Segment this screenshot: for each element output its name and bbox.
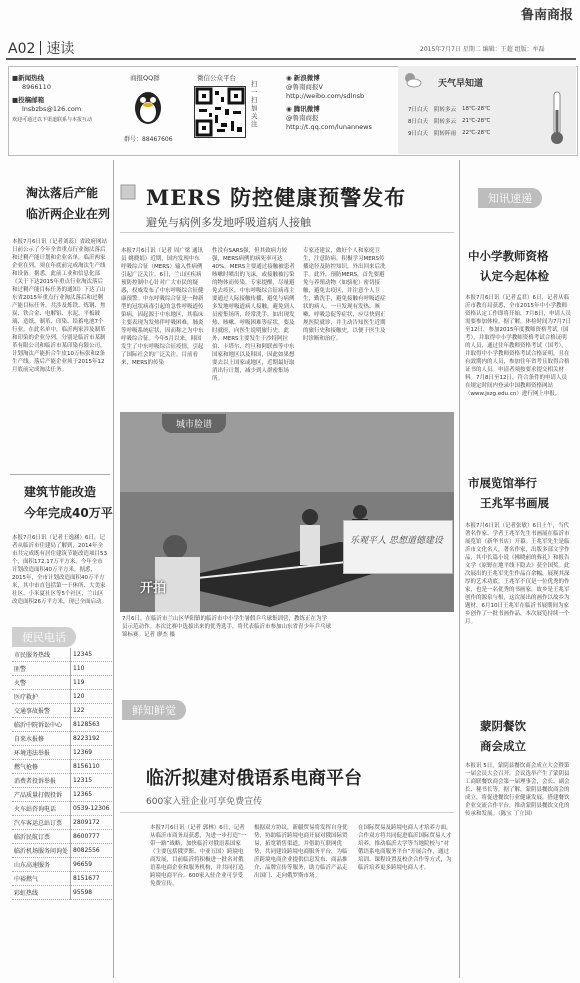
left-story2-title2: 今年完成40万平 [24, 506, 113, 520]
weather-condition: 阴转多云 [434, 107, 457, 113]
section-name: 速读 [46, 41, 75, 57]
hotline-row [12, 690, 112, 704]
tencent-weibo-icon: ◉ [286, 105, 292, 113]
fresh-tag: 鲜知鲜觉 [122, 700, 186, 720]
sun-cloud-icon [402, 70, 422, 90]
mers-col1: 本报7月6日讯（记者 周广梁 通讯员 姚晓娟）近期，国内发现中东呼吸综合征（MERS）输入性病例引起广泛关注。6日，兰山区疾病预防控制中心针对广大市民的疑惑，权威发布了中东呼吸综合征健康预警。中东呼吸综合征是一种新型的冠状病毒引起的急性呼吸道传染病，因起源于中东地区，其临床主要表现为发热伴呼吸困难，肺炎等呼吸系统症状，因而称之为中东呼吸综合征。今年5月以来，韩国发生了中东呼吸综合征疫情，引起了国际社会的广泛关注。目前看来，MERS的传染 [121, 248, 204, 366]
section-number: A02 [8, 41, 36, 57]
mers-col2: 性没有SARS强，但其致病力较强，MERS病例的病死率可达40%。MERS主要通过接触被患者咳嗽时喷出的飞沫，或接触被污染的物体而传染。专家提醒，尽量避免去疫区，中东呼吸综合征病毒主要通过人际接触传播，避免与病例多发地呼吸道病人接触，避免到人员密集场所，经常洗手。如出现发热、咳嗽、呼吸困难等症状，要及时就医，向医生说明旅行史。此外，MERS主要发生于沙特阿拉伯、卡塔尔、约旦和阿联酋等中东国家和地区以及韩国，因此如果想要去以上国家或地区，近期最好取消出行计划，减少到人群密集场所。 [212, 248, 295, 382]
hotline-row [12, 872, 112, 886]
hotline-table-wrap [12, 648, 110, 900]
mers-subtitle: 避免与病例多发地呼吸道病人接触 [146, 216, 311, 229]
hotline-number: 0539-12306 [71, 802, 112, 816]
hotline-row [12, 802, 112, 816]
ecommerce-title: 临沂拟建对俄语系电商平台 [146, 768, 362, 789]
slogan-panel [343, 520, 453, 574]
qq-penguin-icon [128, 86, 168, 126]
right-story3-body: 本报讯 5日，蒙阴县餐饮商会成立大会暨第一届会员大会召开，会议选举产生了蒙阴县工商联餐饮商会第一届理事会，会长、副会长、秘书长等。据了解，蒙阴县餐饮商会的成立，将促进餐饮行业健康发展，搭建餐饮企业交流合作平台，推动蒙阴县餐饮文化的传承和发展。（陈宝 丁立国） [465, 763, 570, 817]
hotline-row [12, 886, 112, 900]
hotline-name: 医疗救护 [12, 690, 71, 704]
hotline-name: 自来水报修 [12, 732, 71, 746]
hotline-number: 8151677 [71, 872, 112, 886]
email-note: 欢迎可通过以下渠道联系与本报互动 [12, 117, 93, 123]
hotline-row [12, 858, 112, 872]
hotline-number: 8223192 [71, 732, 112, 746]
hotline-number: 122 [71, 704, 112, 718]
ecommerce-subtitle: 600家入驻企业可享免费宣传 [146, 797, 263, 807]
thermometer-icon [550, 90, 564, 146]
weather-temp: 18℃-28℃ [462, 106, 491, 112]
hotline-row [12, 760, 112, 774]
wechat-qr-code [194, 86, 246, 138]
header-rule [6, 58, 576, 60]
mers-bullet-icon [120, 184, 136, 200]
section-header [8, 38, 74, 58]
hotline-tag: 便民电话 [12, 627, 76, 647]
column-rule-left [113, 160, 114, 978]
table-tennis-photo [120, 412, 454, 612]
hotline-row [12, 830, 112, 844]
hotline-row [12, 662, 112, 676]
hotline-number: 96659 [71, 858, 112, 872]
hotline-number: 12369 [71, 746, 112, 760]
hotline-row [12, 788, 112, 802]
email-address: lnsbzbs@126.com [22, 105, 82, 113]
hotline-number: 95598 [71, 886, 112, 900]
email-label: ■投稿邮箱 [12, 96, 45, 104]
right-story1-title1: 中小学教师资格 [468, 249, 549, 263]
left-story1-body: 本报7月6日讯（记者刘蕊）省政府网站日前公示了今年全省重点行业淘汰落后和过剩产能计划和企业名单，临沂两家企业在列，须在年底前完成淘汰生产线和设备。据悉，此前工业和信息化部《关于下达2015年重点行业淘汰落后和过剩产能目标任务的通知》下达了山东省2015年重点行业淘汰落后和过剩产能目标任务，共涉及炼铁、炼钢、焦炭、铁合金、电解铝、水泥、平板玻璃、造纸、制革、印染、铅蓄电池7个行业。在此名单中，临沂两家涉及制革和印染的企业分列，分别是临沂市某制革有限公司和临沂市某印染有限公司，计划淘汰产能折合牛皮10万标张和2条生产线。落后产能企业须于2015年12月底前完成淘汰任务。 [12, 239, 107, 373]
hotline-row [12, 718, 112, 732]
sina-weibo-handle: @鲁南商报V [286, 83, 323, 91]
tencent-weibo-label: 腾讯微博 [293, 105, 320, 113]
tencent-weibo-url[interactable]: http://t.qq.com/lunannews [286, 123, 372, 131]
hotline-name: 临沂中院诉讼中心 [12, 718, 71, 732]
hotline-name: 消费者投诉举报 [12, 774, 71, 788]
ecommerce-col2: 根据双方协议，新疆贸易将发挥自身优势，协助临沂跨境电商开展对俄国际贸易，拓宽销售渠道，并借助互联网优势，共同建设跨境电商服务平台，为临沂跨境电商企业提供信息发布、商品推介、品牌宣传等服务，助力临沂产品走出国门、走向俄罗斯市场。 [254, 825, 348, 879]
right-story2-title1: 市展览馆举行 [468, 476, 537, 490]
weather-table [404, 102, 494, 140]
hotline-row [12, 704, 112, 718]
column-rule-right [459, 160, 460, 978]
weather-day: 9日白天 [408, 131, 428, 137]
hotline-row [12, 648, 112, 662]
hotline-name: 火警 [12, 676, 71, 690]
left-story1-title2: 临沂两企业在列 [26, 207, 111, 221]
weather-condition: 阴转多云 [434, 119, 457, 125]
hotline-number: 8128563 [71, 718, 112, 732]
hotline-row [12, 676, 112, 690]
hotline-number: 12345 [71, 648, 112, 662]
ecommerce-rule [120, 812, 454, 813]
weather-day: 8日白天 [408, 119, 428, 125]
weather-row [406, 104, 492, 114]
photo-section-tag: 城市脸谱 [162, 414, 226, 433]
mers-title: MERS 防控健康预警发布 [146, 185, 407, 210]
sina-weibo-icon: ◉ [286, 74, 292, 82]
news-brief-tag: 知讯速递 [478, 188, 542, 208]
slogan-text: 乐观平人 思想道德建设 [350, 536, 443, 546]
hotline-row [12, 844, 112, 858]
mers-col3: 专家还建议，做好个人和家庭卫生，注意防病。积极学习MERS传播途径及防控知识，外出回来后洗手。此外，预防MERS，首先要避免与养殖动物（如骆驼）密切接触，避免去疫区，并注意个人卫生，勤洗手，避免接触有呼吸道症状的病人。一旦发现有发热、咳嗽、呼吸急促等症状，应尽快到正规医院就诊，并主动告知医生近期的旅行史和接触史，以便于医生及时诊断和治疗。 [303, 248, 386, 342]
hotline-name: 临沂民航订票 [12, 830, 71, 844]
wechat-scan-prompt: 扫一扫 加关注 [251, 80, 258, 128]
hotline-name: 临沂机场服务问询处 [12, 844, 71, 858]
hotline-row [12, 816, 112, 830]
hotline-number: 8082556 [71, 844, 112, 858]
hotline-row [12, 774, 112, 788]
weibo-block [286, 74, 396, 132]
ecommerce-col3: 在国际贸易及跨境电商人才培养方面，合作双方将共同促进临沂国际贸易人才培养，推动临沂大学等当地院校与“对俄语系电商服务平台”开展合作，通过培训、课程设置及校企合作等方式，为临沂培养更多跨境电商人才。 [358, 825, 452, 871]
sina-weibo-label: 新浪微博 [293, 74, 320, 82]
news-hotline-label: ■新闻热线 [12, 74, 45, 82]
hotline-row [12, 732, 112, 746]
hotline-number: 120 [71, 690, 112, 704]
hotline-name: 环境违法举报 [12, 746, 71, 760]
dateline: 2015年7月7日 星期二 编辑：王超 组版：牟磊 [420, 46, 545, 53]
divider [10, 474, 110, 475]
sina-weibo-url[interactable]: http://weibo.com/sdlnsb [286, 92, 365, 100]
photo-caption: 7月6日，在临沂市兰山区华阳镇的临沂市中小学生暑假乒乓球集训营，教练正在为学员示范动作。本次比赛中选拔出来的优秀选手，将代表临沂市参加山东省青少年乒乓球锦标赛。记者 廖杰 摄 [122, 616, 332, 638]
hotline-number: 2809172 [71, 816, 112, 830]
weather-row [406, 128, 492, 138]
hotline-row [12, 746, 112, 760]
weather-row [406, 116, 492, 126]
news-hotline-number: 8966110 [22, 83, 51, 91]
hotline-table [12, 648, 112, 900]
right-story2-title2: 王兆军书画展 [480, 496, 549, 510]
hotline-name: 市民服务热线 [12, 648, 71, 662]
hotline-name: 火车站咨询电话 [12, 802, 71, 816]
right-story1-title2: 认定今起体检 [480, 269, 549, 283]
tencent-weibo-handle: @鲁南商报 [286, 114, 319, 122]
hotline-number: 12315 [71, 774, 112, 788]
hotline-name: 匪警 [12, 662, 71, 676]
wechat-label: 微信公众平台 [197, 74, 236, 82]
hotline-name: 山东高速服务 [12, 858, 71, 872]
hotline-name: 汽车客运总站订票 [12, 816, 71, 830]
hotline-number: 8600777 [71, 830, 112, 844]
right-story1-body: 本报7月6日讯（记者孟君）6日，记者从临沂市教育局获悉，全市2015年中小学教师资格认定工作即将开始，7月8日，申请人员需要参加体检。据了解，体检时间为7月7日至12日，参加2015年度教师资格考试（国考），并取得中小学教师资格考试合格证明的人员，通过往年教师资格考试（国考），并取得中小学教师资格考试合格证明，且在有效期内的人员，参加往年省考且取得合格证书的人员。申请者须按要求提交相关材料。7月8日至12日，符合条件的申请人员在规定时间内登录中国教师资格网站（www.jszg.edu.cn）进行网上申报。 [465, 295, 571, 397]
hotline-number: 119 [71, 676, 112, 690]
weather-temp: 21℃-28℃ [462, 118, 491, 124]
hotline-name: 交通事故报警 [12, 704, 71, 718]
mers-rule [120, 232, 454, 233]
left-story1-title1: 淘汰落后产能 [26, 186, 99, 200]
left-story2-title1: 建筑节能改造 [24, 485, 97, 499]
hotline-name: 产品质量打假投诉 [12, 788, 71, 802]
section-divider [40, 41, 41, 55]
weather-temp: 22℃-28℃ [462, 130, 491, 136]
hotline-number: 12365 [71, 788, 112, 802]
hotline-name: 彩虹热线 [12, 886, 71, 900]
hotline-name: 燃气抢修 [12, 760, 71, 774]
photo-overlay-title: 开拍 [140, 581, 167, 596]
right-story3-title1: 蒙阴餐饮 [480, 719, 526, 733]
hotline-number: 110 [71, 662, 112, 676]
qq-label: 商报QQ群 [130, 74, 160, 82]
hotline-number: 8156110 [71, 760, 112, 774]
left-story2-body: 本报7月6日讯（记者王逸涵）6日，记者从临沂市住建局了解到，2014年全市共完成既有居住建筑节能改造项目53个，面积172.17万平方米。今年全市计划改造面积40万平方米。据悉，2015年，全市计划改造面积40万平方米，其中市直包括第一干休所、大美家社区、小米夏社区等5个社区，兰山区改造面积26万平方米，现已全面启动。 [12, 535, 107, 605]
weather-title: 天气早知道 [438, 79, 484, 89]
hotline-name: 中裕燃气 [12, 872, 71, 886]
weather-day: 7日白天 [408, 107, 428, 113]
qq-group-number: 群号：88467606 [124, 136, 173, 143]
contact-hotline-block [12, 74, 112, 124]
right-story2-body: 本报7月6日讯（记者张敏）6日上午，当代著名作家、学者王兆军先生书画展在临沂市展览馆（新华书店）开幕。王兆军先生是临沂市文化名人，著名作家，出版多部文学作品，其中长篇小说《拂晓前的葬礼》和报告文学《原野在地平线下隐去》获全国奖。此次展出的王兆军先生作品百余幅，展现其深厚的艺术功底。王兆军不仅是一位优秀的作家，也是一名优秀的书画家，故乡是王兆军创作的源泉与根，这次展出的画作以故乡为题材，6月10日王兆军在临沂书展期间为家乡创作了一批书画作品，本次展览持续一个月。 [465, 523, 570, 625]
weather-condition: 阴转阵雨 [434, 131, 457, 137]
ecommerce-col1: 本报7月6日讯（记者 郭林）6日，记者从临沂市商务局获悉，为进一步打造“一带一路”战略，加快临沂对俄语系国家（主要包括俄罗斯、中亚五国）跨境电商发展，目前临沂将积极进一批名对俄语系电商企业和服务机构，并共同打造跨境电商平台。600家入驻企业可享受免费宣传。 [150, 825, 247, 887]
weather-panel [398, 66, 576, 154]
masthead: 鲁南商报 [521, 8, 574, 23]
right-story3-title2: 商会成立 [480, 739, 526, 753]
